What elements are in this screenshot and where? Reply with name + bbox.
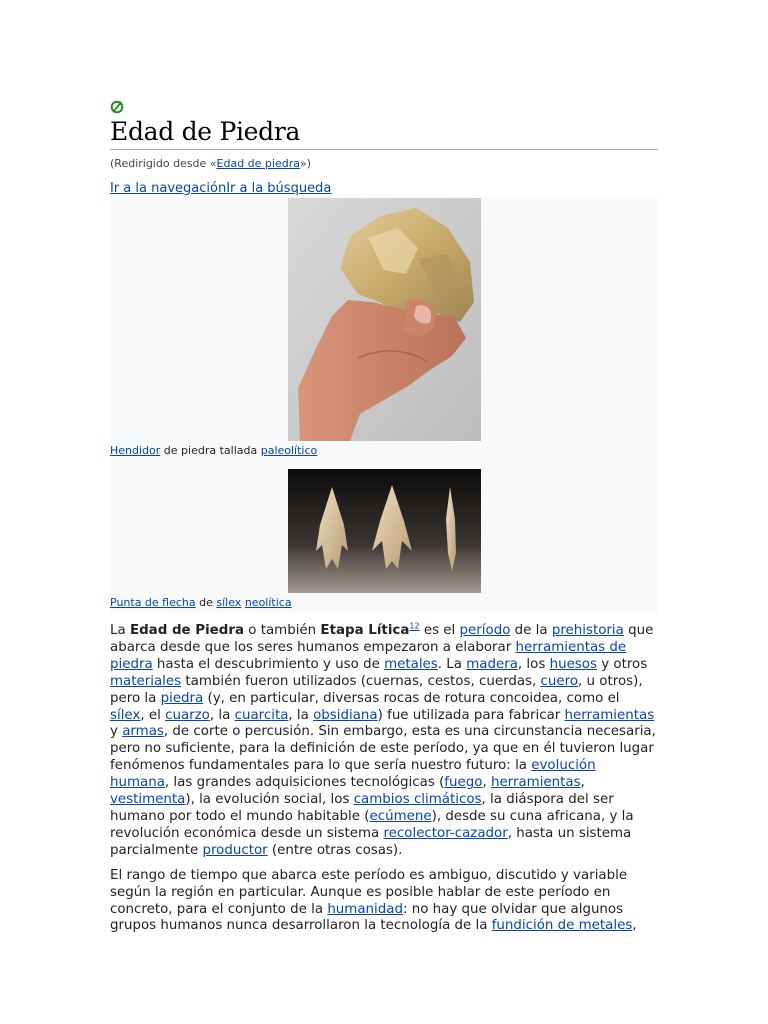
- text-run: ) fue utilizada para fabricar: [377, 707, 565, 723]
- arrowheads-photo[interactable]: [288, 469, 481, 593]
- article-link[interactable]: fundición de metales: [491, 918, 633, 934]
- text-run: ,: [632, 918, 637, 934]
- bold-term: Edad de Piedra: [129, 623, 244, 638]
- text-run: hasta el descubrimiento y uso de: [152, 656, 385, 672]
- text-run: La: [110, 623, 130, 638]
- text-run: , la diáspora del ser humano por todo el mundo habitable (: [110, 792, 614, 824]
- text-run: ), la evolución social, los: [185, 792, 354, 808]
- verified-badge-icon: [110, 100, 124, 114]
- article-link[interactable]: humanidad: [327, 901, 403, 917]
- article-link[interactable]: neolítica: [244, 596, 292, 609]
- text-run: que abarca desde que los seres humanos empezaron a elaborar: [110, 623, 654, 655]
- article: [110, 100, 658, 935]
- figure-caption: [110, 596, 658, 609]
- text-run: (y, en particular, diversas rocas de rotura concoidea, como el: [203, 690, 620, 706]
- article-link[interactable]: prehistoria: [551, 623, 624, 638]
- article-link[interactable]: Punta de flecha: [110, 596, 196, 609]
- text-run: : no hay que olvidar que algunos grupos humanos nunca desarrollaron la tecnología de la: [110, 901, 624, 934]
- article-link[interactable]: cuarcita: [234, 707, 289, 723]
- text-run: o también: [244, 623, 321, 638]
- article-link[interactable]: piedra: [160, 690, 204, 706]
- article-link[interactable]: herramientas: [490, 775, 581, 791]
- figure-cleaver: [110, 198, 658, 441]
- article-link[interactable]: recolector-cazador: [383, 825, 508, 841]
- text-run: y: [110, 724, 123, 740]
- text-run: , la: [288, 707, 314, 723]
- article-link[interactable]: metales: [384, 656, 438, 672]
- figure-box: [110, 197, 658, 613]
- article-link[interactable]: productor: [202, 842, 268, 858]
- article-link[interactable]: Hendidor: [110, 444, 161, 457]
- article-link[interactable]: cuero: [540, 673, 579, 689]
- article-link[interactable]: cambios climáticos: [353, 792, 482, 808]
- reference-superscript[interactable]: 12: [409, 621, 420, 631]
- figure-arrowheads: [110, 469, 658, 593]
- article-link[interactable]: cuarzo: [165, 707, 210, 723]
- article-link[interactable]: fuego: [444, 775, 483, 791]
- article-paragraph: [110, 868, 658, 936]
- article-link[interactable]: vestimenta: [110, 792, 186, 808]
- text-run: , el: [140, 707, 166, 723]
- article-link[interactable]: obsidiana: [313, 707, 378, 723]
- article-link[interactable]: herramientas: [564, 707, 655, 723]
- cleaver-photo[interactable]: [288, 198, 481, 441]
- article-link[interactable]: armas: [122, 724, 164, 740]
- text-run: también fueron utilizados (cuernas, cestos, cuerdas,: [181, 673, 541, 689]
- article-link[interactable]: ecúmene: [369, 808, 432, 824]
- bold-term: Etapa Lítica: [320, 623, 410, 638]
- text-run: , los: [517, 656, 550, 672]
- figure-caption: [110, 444, 658, 457]
- text-run: , de corte o percusión. Sin embargo, esta es una circunstancia necesaria, pero no suficiente, para la definición de este período, ya que en él tuvieron lugar fenómenos fundamentales para lo que sería nuestro futuro: la: [110, 724, 656, 774]
- text-run: de: [195, 596, 217, 609]
- text-run: ,: [580, 775, 585, 791]
- text-run: (entre otras cosas).: [267, 842, 403, 858]
- jump-to-navigation-link[interactable]: Ir a la navegación: [110, 181, 227, 196]
- text-run: , la: [209, 707, 235, 723]
- redirect-notice: (Redirigido desde «Edad de piedra»): [110, 157, 312, 170]
- text-run: , u otros), pero la: [110, 673, 643, 706]
- article-link[interactable]: paleolítico: [260, 444, 318, 457]
- text-run: y otros: [596, 656, 648, 672]
- jump-links: [110, 181, 658, 196]
- text-run: El rango de tiempo que abarca este período es ambiguo, discutido y variable según la región en particular. Aunque es posible hablar de este período en concreto, para el conjunto de la: [110, 867, 628, 917]
- text-run: de la: [510, 623, 552, 638]
- text-run: , hasta un sistema parcialmente: [110, 825, 632, 858]
- jump-to-search-link[interactable]: Ir a la búsqueda: [226, 181, 332, 196]
- text-run: de piedra tallada: [160, 444, 261, 457]
- page-title: Edad de Piedra: [110, 117, 658, 150]
- article-link[interactable]: madera: [466, 656, 518, 672]
- article-link[interactable]: sílex: [216, 596, 242, 609]
- article-link[interactable]: materiales: [110, 673, 182, 689]
- text-run: ), desde su cuna africana, y la revolución económica desde un sistema: [110, 808, 634, 841]
- article-link[interactable]: huesos: [549, 656, 597, 672]
- text-run: . La: [437, 656, 467, 672]
- text-run: ,: [482, 775, 491, 791]
- text-run: es el: [419, 623, 460, 638]
- article-link[interactable]: período: [459, 623, 511, 638]
- text-run: , las grandes adquisiciones tecnológicas (: [164, 775, 445, 791]
- article-link[interactable]: herramientas de piedra: [110, 639, 627, 672]
- article-paragraph: [110, 623, 658, 860]
- article-link[interactable]: evolución humana: [110, 758, 596, 791]
- article-link[interactable]: sílex: [110, 707, 141, 723]
- redirect-source-link[interactable]: Edad de piedra: [216, 157, 300, 170]
